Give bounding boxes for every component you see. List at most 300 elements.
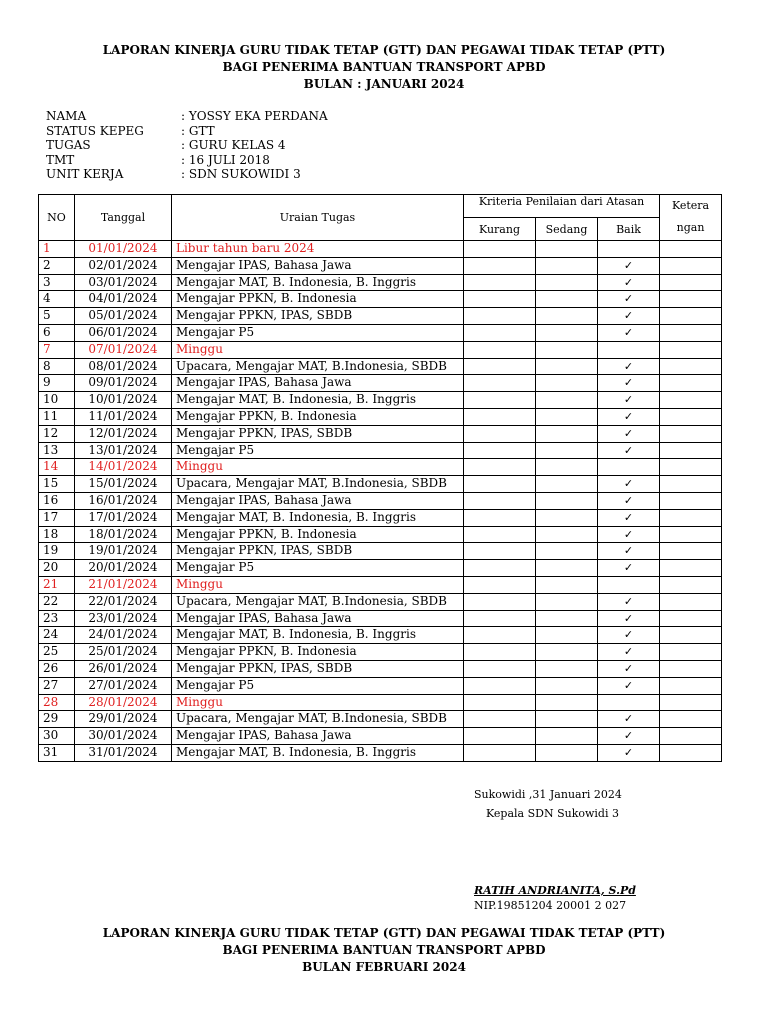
cell-baik xyxy=(598,375,660,392)
next-report-title-line3: BULAN FEBRUARI 2024 xyxy=(302,960,466,974)
cell-date: 30/01/2024 xyxy=(75,728,172,745)
table-row xyxy=(39,425,722,442)
check-icon: ✓ xyxy=(623,426,634,440)
signature-name: RATIH ANDRIANITA, S.Pd xyxy=(474,884,636,897)
cell-sedang xyxy=(536,408,598,425)
cell-no: 5 xyxy=(39,308,75,325)
check-icon: ✓ xyxy=(623,712,634,726)
cell-keterangan xyxy=(660,274,722,291)
cell-task: Minggu xyxy=(172,341,464,358)
cell-date: 31/01/2024 xyxy=(75,744,172,761)
check-icon: ✓ xyxy=(623,678,634,692)
cell-no: 13 xyxy=(39,442,75,459)
table-row xyxy=(39,241,722,258)
info-label: TUGAS xyxy=(46,138,91,152)
cell-keterangan xyxy=(660,257,722,274)
cell-kurang xyxy=(464,408,536,425)
info-label: TMT xyxy=(46,152,75,167)
cell-no: 10 xyxy=(39,392,75,409)
cell-keterangan xyxy=(660,375,722,392)
cell-sedang xyxy=(536,677,598,694)
cell-keterangan xyxy=(660,644,722,661)
cell-date: 05/01/2024 xyxy=(75,308,172,325)
next-report-title-line1: LAPORAN KINERJA GURU TIDAK TETAP (GTT) DAN PEGAWAI TIDAK TETAP (PTT) xyxy=(102,926,666,940)
cell-task: Mengajar PPKN, B. Indonesia xyxy=(172,644,464,661)
cell-keterangan xyxy=(660,677,722,694)
check-icon: ✓ xyxy=(623,443,634,457)
report-title-line2: BAGI PENERIMA BANTUAN TRANSPORT APBD xyxy=(222,60,546,74)
cell-date: 11/01/2024 xyxy=(75,408,172,425)
cell-keterangan xyxy=(660,560,722,577)
cell-keterangan xyxy=(660,543,722,560)
info-row-status xyxy=(46,124,328,139)
cell-no: 14 xyxy=(39,459,75,476)
cell-no: 27 xyxy=(39,677,75,694)
check-icon: ✓ xyxy=(623,661,634,675)
cell-task: Upacara, Mengajar MAT, B.Indonesia, SBDB xyxy=(172,711,464,728)
cell-date: 23/01/2024 xyxy=(75,610,172,627)
cell-sedang xyxy=(536,442,598,459)
cell-kurang xyxy=(464,610,536,627)
cell-no: 6 xyxy=(39,324,75,341)
cell-no: 7 xyxy=(39,341,75,358)
cell-sedang xyxy=(536,392,598,409)
report-title xyxy=(0,42,768,93)
cell-kurang xyxy=(464,660,536,677)
cell-date: 24/01/2024 xyxy=(75,627,172,644)
cell-kurang xyxy=(464,560,536,577)
cell-date: 06/01/2024 xyxy=(75,324,172,341)
header-kurang: Kurang xyxy=(464,218,536,241)
info-label: UNIT KERJA xyxy=(46,167,124,181)
cell-baik xyxy=(598,644,660,661)
cell-task: Mengajar MAT, B. Indonesia, B. Inggris xyxy=(172,627,464,644)
cell-no: 19 xyxy=(39,543,75,560)
header-baik: Baik xyxy=(598,218,660,241)
cell-kurang xyxy=(464,744,536,761)
info-label: STATUS KEPEG xyxy=(46,123,144,138)
cell-kurang xyxy=(464,694,536,711)
cell-sedang xyxy=(536,576,598,593)
cell-keterangan xyxy=(660,509,722,526)
cell-date: 09/01/2024 xyxy=(75,375,172,392)
table-row xyxy=(39,341,722,358)
cell-keterangan xyxy=(660,308,722,325)
employee-info xyxy=(46,109,328,182)
header-keterangan-line1: Ketera xyxy=(671,199,710,212)
cell-task: Mengajar P5 xyxy=(172,442,464,459)
cell-task: Mengajar PPKN, IPAS, SBDB xyxy=(172,660,464,677)
cell-baik xyxy=(598,308,660,325)
table-row xyxy=(39,627,722,644)
table-row xyxy=(39,476,722,493)
table-row xyxy=(39,392,722,409)
cell-keterangan xyxy=(660,291,722,308)
check-icon: ✓ xyxy=(623,477,634,491)
cell-kurang xyxy=(464,627,536,644)
check-icon: ✓ xyxy=(623,493,634,507)
table-body xyxy=(39,241,722,762)
table-row xyxy=(39,291,722,308)
cell-keterangan xyxy=(660,392,722,409)
check-icon: ✓ xyxy=(623,393,634,407)
cell-no: 22 xyxy=(39,593,75,610)
cell-date: 14/01/2024 xyxy=(75,459,172,476)
table-row xyxy=(39,576,722,593)
table-row xyxy=(39,694,722,711)
cell-kurang xyxy=(464,241,536,258)
cell-baik xyxy=(598,274,660,291)
cell-date: 01/01/2024 xyxy=(75,241,172,258)
cell-keterangan xyxy=(660,610,722,627)
cell-sedang xyxy=(536,694,598,711)
header-tanggal: Tanggal xyxy=(75,195,172,241)
table-row xyxy=(39,711,722,728)
table-row xyxy=(39,408,722,425)
cell-kurang xyxy=(464,392,536,409)
cell-sedang xyxy=(536,492,598,509)
cell-kurang xyxy=(464,341,536,358)
cell-no: 11 xyxy=(39,408,75,425)
cell-no: 4 xyxy=(39,291,75,308)
cell-baik xyxy=(598,291,660,308)
check-icon: ✓ xyxy=(623,645,634,659)
cell-baik xyxy=(598,560,660,577)
check-icon: ✓ xyxy=(623,510,634,524)
cell-baik xyxy=(598,677,660,694)
report-title-line3: BULAN : JANUARI 2024 xyxy=(303,77,465,91)
cell-no: 26 xyxy=(39,660,75,677)
cell-keterangan xyxy=(660,358,722,375)
cell-keterangan xyxy=(660,442,722,459)
cell-date: 21/01/2024 xyxy=(75,576,172,593)
check-icon: ✓ xyxy=(623,544,634,558)
cell-no: 28 xyxy=(39,694,75,711)
check-icon: ✓ xyxy=(623,628,634,642)
cell-kurang xyxy=(464,644,536,661)
cell-kurang xyxy=(464,543,536,560)
cell-date: 20/01/2024 xyxy=(75,560,172,577)
header-uraian-tugas: Uraian Tugas xyxy=(172,195,464,241)
cell-sedang xyxy=(536,274,598,291)
check-icon: ✓ xyxy=(623,325,634,339)
cell-sedang xyxy=(536,476,598,493)
cell-kurang xyxy=(464,593,536,610)
cell-sedang xyxy=(536,324,598,341)
cell-task: Mengajar PPKN, IPAS, SBDB xyxy=(172,543,464,560)
cell-sedang xyxy=(536,358,598,375)
check-icon: ✓ xyxy=(623,275,634,289)
cell-baik xyxy=(598,593,660,610)
cell-no: 24 xyxy=(39,627,75,644)
cell-kurang xyxy=(464,324,536,341)
cell-date: 28/01/2024 xyxy=(75,694,172,711)
cell-baik xyxy=(598,543,660,560)
cell-no: 29 xyxy=(39,711,75,728)
cell-baik xyxy=(598,341,660,358)
check-icon: ✓ xyxy=(623,292,634,306)
cell-task: Mengajar PPKN, B. Indonesia xyxy=(172,408,464,425)
cell-date: 27/01/2024 xyxy=(75,677,172,694)
cell-kurang xyxy=(464,425,536,442)
cell-sedang xyxy=(536,241,598,258)
cell-date: 12/01/2024 xyxy=(75,425,172,442)
cell-sedang xyxy=(536,509,598,526)
info-label: NAMA xyxy=(46,109,87,123)
cell-keterangan xyxy=(660,526,722,543)
cell-no: 20 xyxy=(39,560,75,577)
cell-task: Minggu xyxy=(172,576,464,593)
header-kriteria: Kriteria Penilaian dari Atasan xyxy=(464,195,660,218)
cell-kurang xyxy=(464,442,536,459)
check-icon: ✓ xyxy=(623,527,634,541)
cell-kurang xyxy=(464,274,536,291)
cell-kurang xyxy=(464,526,536,543)
cell-task: Mengajar IPAS, Bahasa Jawa xyxy=(172,257,464,274)
cell-date: 10/01/2024 xyxy=(75,392,172,409)
info-value: : YOSSY EKA PERDANA xyxy=(181,109,328,123)
check-icon: ✓ xyxy=(623,594,634,608)
cell-task: Minggu xyxy=(172,459,464,476)
cell-task: Mengajar MAT, B. Indonesia, B. Inggris xyxy=(172,274,464,291)
header-sedang: Sedang xyxy=(536,218,598,241)
cell-date: 25/01/2024 xyxy=(75,644,172,661)
table-row xyxy=(39,526,722,543)
cell-task: Mengajar PPKN, B. Indonesia xyxy=(172,526,464,543)
performance-table xyxy=(38,194,722,762)
cell-baik xyxy=(598,492,660,509)
cell-no: 21 xyxy=(39,576,75,593)
table-row xyxy=(39,660,722,677)
cell-keterangan xyxy=(660,425,722,442)
cell-baik xyxy=(598,241,660,258)
cell-baik xyxy=(598,425,660,442)
check-icon: ✓ xyxy=(623,729,634,743)
info-value: : 16 JULI 2018 xyxy=(181,152,270,167)
signature-nip: NIP.19851204 20001 2 027 xyxy=(474,899,627,912)
cell-sedang xyxy=(536,425,598,442)
cell-task: Upacara, Mengajar MAT, B.Indonesia, SBDB xyxy=(172,476,464,493)
cell-baik xyxy=(598,257,660,274)
cell-no: 2 xyxy=(39,257,75,274)
cell-no: 15 xyxy=(39,476,75,493)
table-row xyxy=(39,324,722,341)
cell-kurang xyxy=(464,358,536,375)
cell-keterangan xyxy=(660,627,722,644)
cell-no: 3 xyxy=(39,274,75,291)
table-row xyxy=(39,644,722,661)
cell-baik xyxy=(598,392,660,409)
cell-sedang xyxy=(536,593,598,610)
cell-sedang xyxy=(536,560,598,577)
cell-sedang xyxy=(536,627,598,644)
table-row xyxy=(39,308,722,325)
check-icon: ✓ xyxy=(623,309,634,323)
cell-date: 29/01/2024 xyxy=(75,711,172,728)
cell-kurang xyxy=(464,257,536,274)
cell-no: 12 xyxy=(39,425,75,442)
cell-kurang xyxy=(464,492,536,509)
cell-no: 16 xyxy=(39,492,75,509)
cell-no: 1 xyxy=(39,241,75,258)
cell-baik xyxy=(598,526,660,543)
cell-keterangan xyxy=(660,593,722,610)
cell-task: Mengajar MAT, B. Indonesia, B. Inggris xyxy=(172,509,464,526)
table-row xyxy=(39,593,722,610)
cell-sedang xyxy=(536,526,598,543)
cell-keterangan xyxy=(660,459,722,476)
cell-keterangan xyxy=(660,341,722,358)
cell-keterangan xyxy=(660,728,722,745)
cell-no: 18 xyxy=(39,526,75,543)
cell-sedang xyxy=(536,711,598,728)
cell-kurang xyxy=(464,509,536,526)
info-value: : GURU KELAS 4 xyxy=(181,138,286,152)
cell-baik xyxy=(598,509,660,526)
cell-date: 22/01/2024 xyxy=(75,593,172,610)
cell-baik xyxy=(598,711,660,728)
info-row-tmt xyxy=(46,153,328,168)
table-row xyxy=(39,560,722,577)
cell-baik xyxy=(598,358,660,375)
cell-date: 18/01/2024 xyxy=(75,526,172,543)
cell-task: Mengajar IPAS, Bahasa Jawa xyxy=(172,375,464,392)
cell-sedang xyxy=(536,644,598,661)
cell-sedang xyxy=(536,744,598,761)
table-row xyxy=(39,728,722,745)
cell-sedang xyxy=(536,459,598,476)
table-row xyxy=(39,543,722,560)
cell-sedang xyxy=(536,257,598,274)
signature-role: Kepala SDN Sukowidi 3 xyxy=(486,807,619,820)
cell-keterangan xyxy=(660,324,722,341)
cell-date: 02/01/2024 xyxy=(75,257,172,274)
cell-kurang xyxy=(464,459,536,476)
check-icon: ✓ xyxy=(623,359,634,373)
cell-no: 31 xyxy=(39,744,75,761)
cell-task: Mengajar P5 xyxy=(172,324,464,341)
cell-task: Mengajar PPKN, IPAS, SBDB xyxy=(172,308,464,325)
cell-baik xyxy=(598,627,660,644)
cell-sedang xyxy=(536,308,598,325)
info-value: : SDN SUKOWIDI 3 xyxy=(181,167,301,181)
table-row xyxy=(39,610,722,627)
cell-no: 25 xyxy=(39,644,75,661)
cell-sedang xyxy=(536,375,598,392)
cell-sedang xyxy=(536,291,598,308)
cell-keterangan xyxy=(660,408,722,425)
cell-task: Upacara, Mengajar MAT, B.Indonesia, SBDB xyxy=(172,358,464,375)
header-keterangan xyxy=(660,195,722,241)
info-value: : GTT xyxy=(181,123,215,138)
next-report-title-line2: BAGI PENERIMA BANTUAN TRANSPORT APBD xyxy=(222,943,546,957)
cell-no: 17 xyxy=(39,509,75,526)
cell-task: Mengajar MAT, B. Indonesia, B. Inggris xyxy=(172,744,464,761)
cell-task: Minggu xyxy=(172,694,464,711)
cell-baik xyxy=(598,660,660,677)
cell-baik xyxy=(598,744,660,761)
next-report-title xyxy=(0,925,768,976)
cell-sedang xyxy=(536,341,598,358)
header-keterangan-line2: ngan xyxy=(676,221,705,234)
cell-task: Mengajar P5 xyxy=(172,677,464,694)
cell-sedang xyxy=(536,660,598,677)
cell-keterangan xyxy=(660,660,722,677)
cell-baik xyxy=(598,694,660,711)
signature-place-date: Sukowidi ,31 Januari 2024 xyxy=(474,788,622,801)
cell-task: Libur tahun baru 2024 xyxy=(172,241,464,258)
table-row xyxy=(39,744,722,761)
check-icon: ✓ xyxy=(623,561,634,575)
cell-task: Mengajar IPAS, Bahasa Jawa xyxy=(172,492,464,509)
cell-keterangan xyxy=(660,694,722,711)
table-row xyxy=(39,677,722,694)
cell-kurang xyxy=(464,476,536,493)
cell-date: 19/01/2024 xyxy=(75,543,172,560)
cell-baik xyxy=(598,408,660,425)
cell-kurang xyxy=(464,711,536,728)
cell-date: 15/01/2024 xyxy=(75,476,172,493)
table-row xyxy=(39,358,722,375)
info-row-unit-kerja xyxy=(46,167,328,182)
cell-keterangan xyxy=(660,744,722,761)
cell-baik xyxy=(598,442,660,459)
cell-date: 04/01/2024 xyxy=(75,291,172,308)
cell-keterangan xyxy=(660,476,722,493)
cell-no: 9 xyxy=(39,375,75,392)
cell-baik xyxy=(598,576,660,593)
report-title-line1: LAPORAN KINERJA GURU TIDAK TETAP (GTT) DAN PEGAWAI TIDAK TETAP (PTT) xyxy=(102,43,666,57)
cell-baik xyxy=(598,324,660,341)
check-icon: ✓ xyxy=(623,376,634,390)
cell-kurang xyxy=(464,308,536,325)
table-row xyxy=(39,375,722,392)
cell-sedang xyxy=(536,728,598,745)
check-icon: ✓ xyxy=(623,745,634,759)
cell-baik xyxy=(598,476,660,493)
cell-date: 17/01/2024 xyxy=(75,509,172,526)
info-row-nama xyxy=(46,109,328,124)
check-icon: ✓ xyxy=(623,258,634,272)
cell-sedang xyxy=(536,543,598,560)
check-icon: ✓ xyxy=(623,611,634,625)
table-row xyxy=(39,442,722,459)
cell-kurang xyxy=(464,576,536,593)
cell-no: 23 xyxy=(39,610,75,627)
cell-kurang xyxy=(464,375,536,392)
cell-task: Mengajar IPAS, Bahasa Jawa xyxy=(172,728,464,745)
cell-keterangan xyxy=(660,241,722,258)
cell-kurang xyxy=(464,677,536,694)
cell-kurang xyxy=(464,291,536,308)
table-row xyxy=(39,509,722,526)
cell-no: 8 xyxy=(39,358,75,375)
cell-baik xyxy=(598,610,660,627)
info-row-tugas xyxy=(46,138,328,153)
cell-task: Mengajar PPKN, IPAS, SBDB xyxy=(172,425,464,442)
cell-date: 03/01/2024 xyxy=(75,274,172,291)
header-no: NO xyxy=(39,195,75,241)
cell-keterangan xyxy=(660,492,722,509)
cell-no: 30 xyxy=(39,728,75,745)
cell-task: Upacara, Mengajar MAT, B.Indonesia, SBDB xyxy=(172,593,464,610)
cell-baik xyxy=(598,728,660,745)
cell-task: Mengajar PPKN, B. Indonesia xyxy=(172,291,464,308)
cell-task: Mengajar P5 xyxy=(172,560,464,577)
cell-date: 16/01/2024 xyxy=(75,492,172,509)
table-row xyxy=(39,459,722,476)
table-row xyxy=(39,492,722,509)
